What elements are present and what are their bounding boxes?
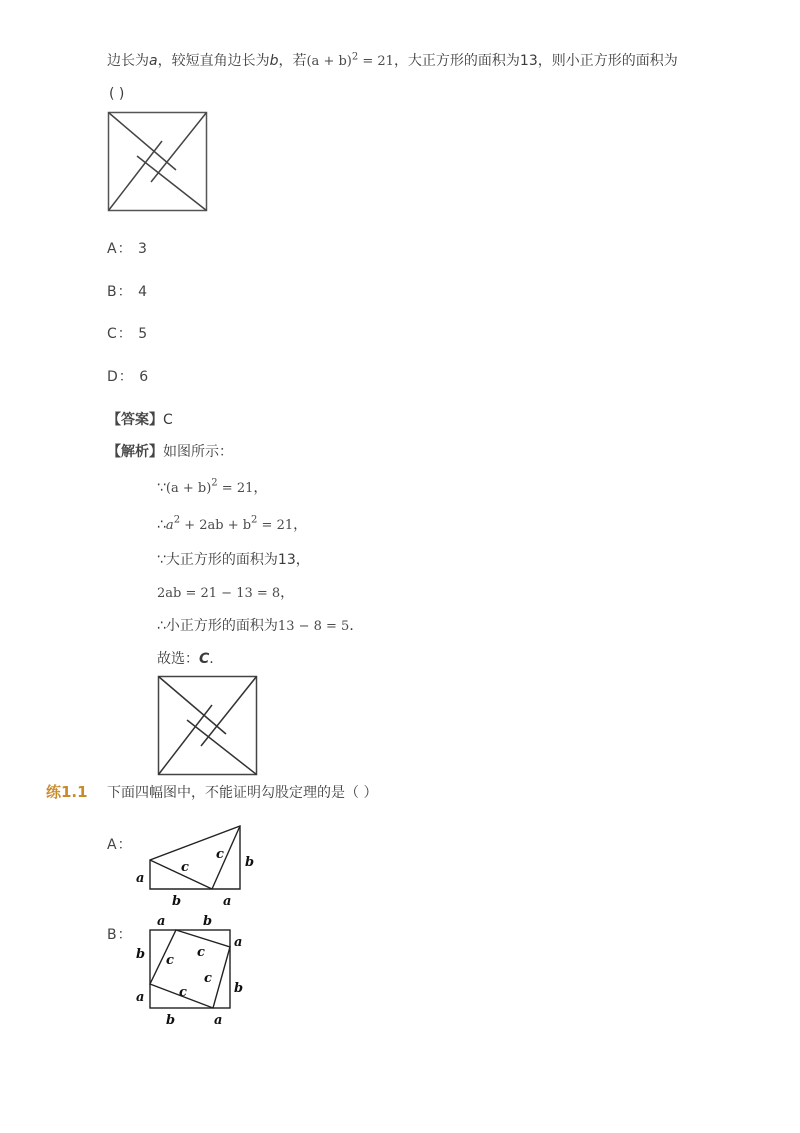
- option-a[interactable]: A： 3: [107, 241, 148, 257]
- var-a: a: [149, 53, 158, 69]
- question-text-3: ，若: [278, 53, 307, 69]
- label-c-1: c: [181, 860, 189, 875]
- question-text-1: 边长为: [107, 53, 149, 69]
- answer-paren: ( ): [109, 86, 125, 102]
- exercise-option-a[interactable]: A：: [107, 837, 133, 853]
- analysis-step-3: ∵大正方形的面积为13，: [157, 552, 310, 568]
- formula-rhs: = 21: [358, 54, 394, 69]
- label-right-b: b: [234, 981, 244, 996]
- question-line: [107, 50, 678, 70]
- trapezoid-figure: [130, 822, 260, 912]
- answer-line: [107, 409, 173, 429]
- exercise-text: 下面四幅图中，不能证明勾股定理的是（ ）: [107, 785, 378, 801]
- analysis-label: 【解析】: [107, 444, 163, 460]
- analysis-step-2: $\therefore a^2 + 2ab + b^2 = 21$，: [157, 514, 308, 533]
- label-bottom-b: b: [166, 1013, 176, 1028]
- label-top-b: b: [203, 914, 213, 929]
- analysis-line: [107, 441, 233, 461]
- analysis-step-1: ∵(a + b)$^2$ = 21，: [157, 477, 268, 496]
- option-b[interactable]: B： 4: [107, 284, 148, 300]
- analysis-step-5: ∴小正方形的面积为13 − 8 = 5．: [157, 618, 364, 634]
- analysis-step-6: 故选：C.: [157, 651, 214, 667]
- exercise-option-b[interactable]: B：: [107, 927, 133, 943]
- pinwheel-figure-1: [108, 112, 208, 212]
- label-c-2: c: [216, 847, 224, 862]
- formula-given: (a + b): [306, 54, 352, 69]
- label-a-bottom: a: [223, 894, 232, 909]
- label-right-a: a: [234, 935, 243, 950]
- label-b-bottom: b: [172, 894, 182, 909]
- label-a-left: a: [136, 871, 145, 886]
- question-text-4: ，大正方形的面积为13，则小正方形的面积为: [393, 53, 678, 69]
- label-c-right: c: [204, 971, 212, 986]
- option-d[interactable]: D： 6: [107, 369, 150, 385]
- var-b: b: [269, 53, 279, 69]
- analysis-step-4: 2ab = 21 − 13 = 8，: [157, 585, 295, 601]
- pinwheel-figure-2: [158, 676, 258, 776]
- answer-value: C: [163, 412, 173, 428]
- label-c-bottom: c: [179, 985, 187, 1000]
- option-c[interactable]: C： 5: [107, 326, 149, 342]
- label-c-top: c: [197, 945, 205, 960]
- exercise-tag: 练1.1: [46, 783, 88, 801]
- question-text-2: ，较短直角边长为: [157, 53, 270, 69]
- formula-sup: 2: [351, 51, 359, 63]
- analysis-intro: 如图所示：: [163, 444, 233, 460]
- label-left-b: b: [136, 947, 146, 962]
- label-c-left: c: [166, 953, 174, 968]
- answer-label: 【答案】: [107, 412, 163, 428]
- label-left-a: a: [136, 990, 145, 1005]
- square-in-square-figure: [130, 912, 260, 1030]
- label-top-a: a: [157, 914, 166, 929]
- label-b-right: b: [245, 855, 255, 870]
- label-bottom-a: a: [214, 1013, 223, 1028]
